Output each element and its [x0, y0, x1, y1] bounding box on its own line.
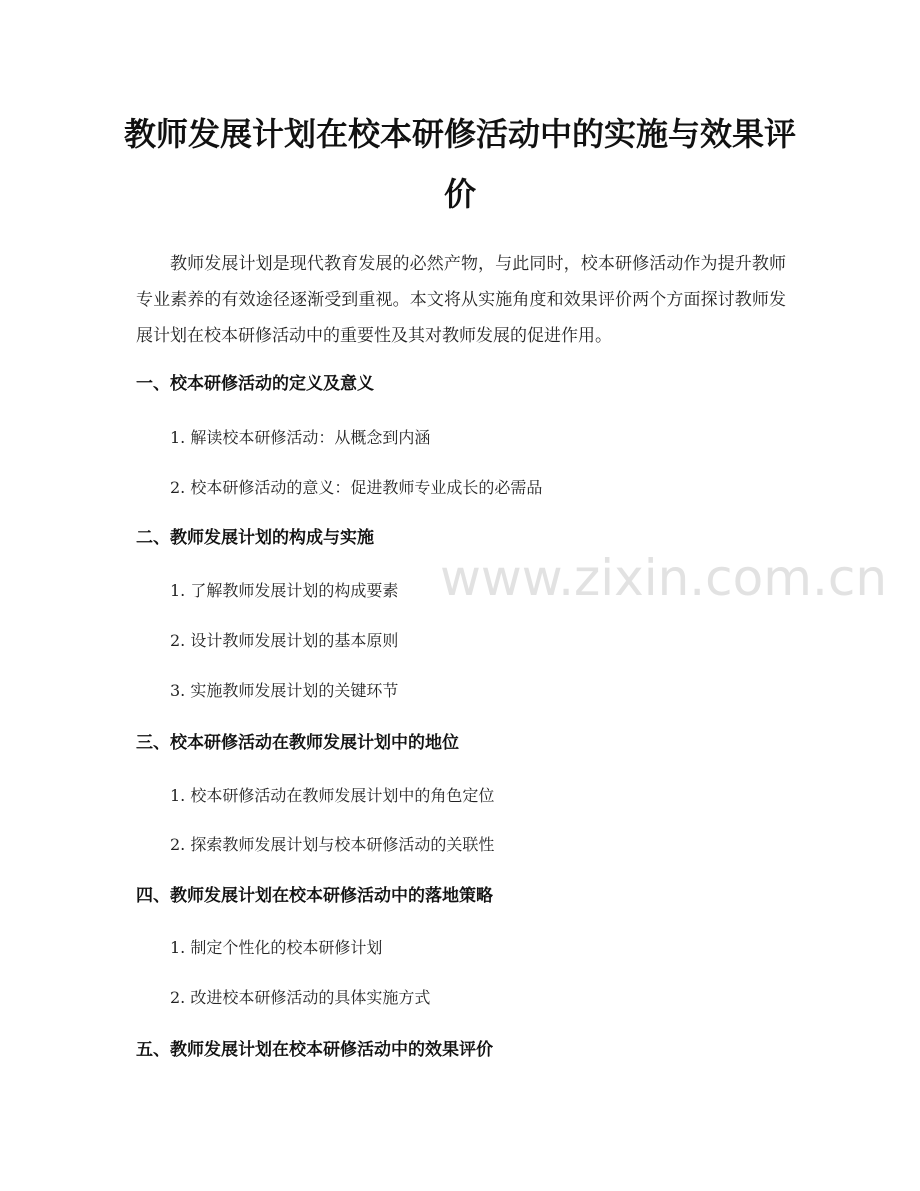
- section-heading-1: 一、校本研修活动的定义及意义: [136, 374, 374, 394]
- section-heading-4: 四、教师发展计划在校本研修活动中的落地策略: [136, 886, 493, 906]
- intro-paragraph: 教师发展计划是现代教育发展的必然产物，与此同时，校本研修活动作为提升教师专业素养的有效途径逐渐受到重视。本文将从实施角度和效果评价两个方面探讨教师发展计划在校本研修活动中的重要性及其对教师发展的促进作用。: [136, 254, 786, 346]
- section-3-item-2: 2. 探索教师发展计划与校本研修活动的关联性: [170, 835, 495, 854]
- section-4-item-1: 1. 制定个性化的校本研修计划: [170, 938, 383, 957]
- section-heading-2: 二、教师发展计划的构成与实施: [136, 528, 374, 548]
- section-2-item-1: 1. 了解教师发展计划的构成要素: [170, 581, 399, 600]
- section-1-item-2: 2. 校本研修活动的意义：促进教师专业成长的必需品: [170, 478, 543, 497]
- section-1-item-1: 1. 解读校本研修活动：从概念到内涵: [170, 428, 431, 447]
- section-2-item-3: 3. 实施教师发展计划的关键环节: [170, 681, 399, 700]
- watermark: www.zixin.com.cn: [440, 549, 888, 607]
- document-title: 教师发展计划在校本研修活动中的实施与效果评价: [123, 115, 796, 213]
- section-heading-5: 五、教师发展计划在校本研修活动中的效果评价: [136, 1040, 493, 1060]
- section-4-item-2: 2. 改进校本研修活动的具体实施方式: [170, 988, 431, 1007]
- section-2-item-2: 2. 设计教师发展计划的基本原则: [170, 631, 399, 650]
- section-3-item-1: 1. 校本研修活动在教师发展计划中的角色定位: [170, 786, 495, 805]
- section-heading-3: 三、校本研修活动在教师发展计划中的地位: [136, 733, 459, 753]
